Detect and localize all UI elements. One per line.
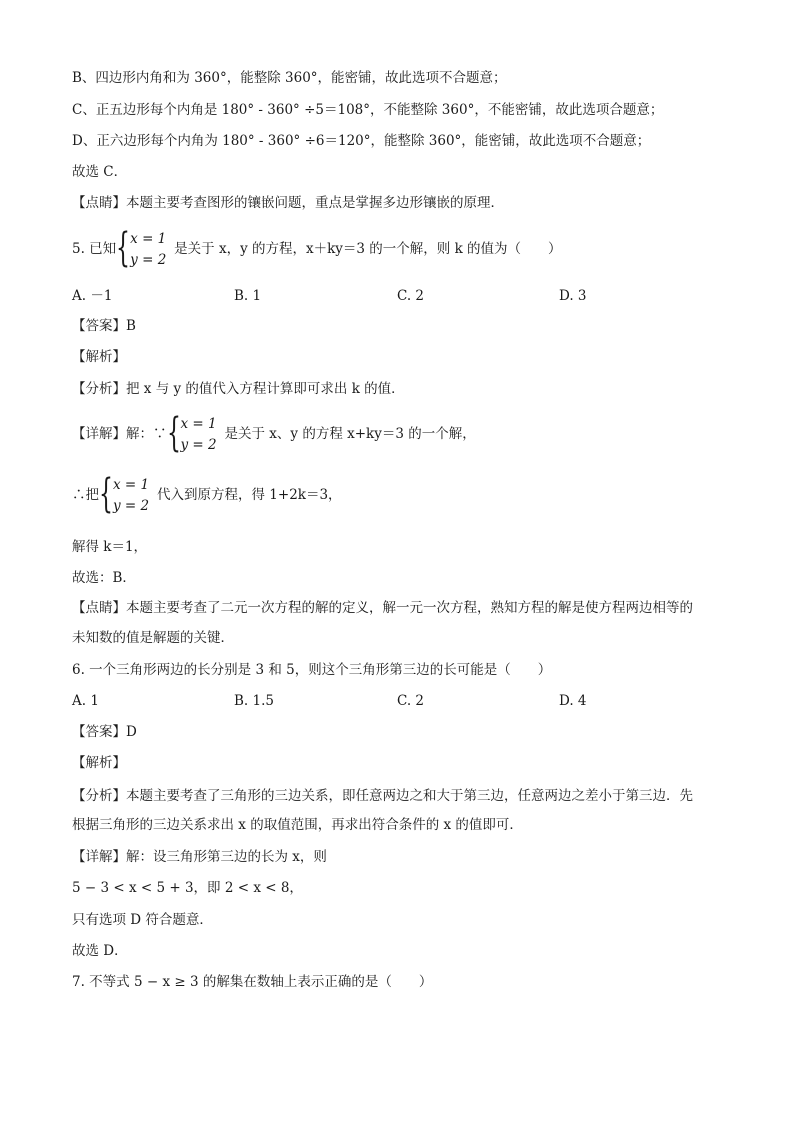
solution-line-b: B、四边形内角和为 360°，能整除 360°，能密铺，故此选项不合题意； xyxy=(72,70,507,86)
q5-detail-prefix: 【详解】解：∵ xyxy=(72,426,167,442)
system-row-2: y = 2 xyxy=(113,497,150,514)
q5-sub-prefix: ∴把 xyxy=(72,487,99,503)
system-row-2: y = 2 xyxy=(180,436,217,453)
q6-detail: 【详解】解：设三角形第三边的长为 x，则 xyxy=(72,849,327,865)
q6-option-a: A. 1 xyxy=(72,693,99,709)
q5-substitute xyxy=(72,470,342,517)
q6-fenxi-1: 【分析】本题主要考查了三角形的三边关系，即任意两边之和大于第三边，任意两边之差小于第三边．先 xyxy=(72,788,693,804)
q5-detail xyxy=(72,409,476,456)
q6-only: 只有选项 D 符合题意． xyxy=(72,912,213,928)
q5-fenxi: 【分析】把 x 与 y 的值代入方程计算即可求出 k 的值． xyxy=(72,381,405,397)
system-row-1: x = 1 xyxy=(113,476,150,493)
solution-line-d: D、正六边形每个内角为 180° - 360° ÷6＝120°，能整除 360°，能密铺，故此选项不合题意； xyxy=(72,133,651,149)
q6-option-c: C. 2 xyxy=(397,693,425,709)
q6-inequality: 5 − 3 < x < 5 + 3，即 2 < x < 8， xyxy=(72,880,303,896)
equation-system xyxy=(116,224,174,271)
q5-sub-suffix: 代入到原方程，得 1+2k＝3， xyxy=(157,487,342,503)
system-row-2: y = 2 xyxy=(130,251,167,268)
system-row-1: x = 1 xyxy=(180,415,217,432)
question-5-stem xyxy=(72,224,562,271)
solution-line-c: C、正五边形每个内角是 180° - 360° ÷5＝108°，不能整除 360°，不能密铺，故此选项合题意； xyxy=(72,102,664,118)
q5-option-c: C. 2 xyxy=(397,288,425,304)
q5-dianjing-2: 未知数的值是解题的关键． xyxy=(72,630,234,646)
q6-option-b: B. 1.5 xyxy=(234,693,274,709)
q5-choose: 故选：B． xyxy=(72,570,136,586)
q5-prefix: 5. 已知 xyxy=(72,241,117,257)
brace-glyph: { xyxy=(166,409,181,456)
q6-answer: 【答案】D xyxy=(72,724,137,740)
q5-option-d: D. 3 xyxy=(559,288,587,304)
q5-option-b: B. 1 xyxy=(234,288,262,304)
q6-analysis-label: 【解析】 xyxy=(72,755,126,771)
choose-line: 故选 C． xyxy=(72,164,128,180)
q6-choose: 故选 D． xyxy=(72,943,128,959)
dianjing-line: 【点睛】本题主要考查图形的镶嵌问题，重点是掌握多边形镶嵌的原理． xyxy=(72,195,504,211)
q5-analysis-label: 【解析】 xyxy=(72,349,126,365)
q6-option-d: D. 4 xyxy=(559,693,587,709)
q6-fenxi-2: 根据三角形的三边关系求出 x 的取值范围，再求出符合条件的 x 的值即可． xyxy=(72,817,523,833)
q5-answer: 【答案】B xyxy=(72,318,136,334)
q5-suffix: 是关于 x，y 的方程，x＋ky＝3 的一个解，则 k 的值为（ ） xyxy=(174,241,562,257)
q5-dianjing-1: 【点睛】本题主要考查了二元一次方程的解的定义，解一元一次方程，熟知方程的解是使方程两边相等的 xyxy=(72,600,693,616)
equation-system xyxy=(99,470,157,517)
q5-option-a: A. －1 xyxy=(72,288,113,304)
question-6-stem: 6. 一个三角形两边的长分别是 3 和 5，则这个三角形第三边的长可能是（ ） xyxy=(72,662,552,678)
equation-system xyxy=(166,409,225,456)
question-7-stem: 7. 不等式 5 − x ≥ 3 的解集在数轴上表示正确的是（ ） xyxy=(72,974,433,990)
system-row-1: x = 1 xyxy=(130,230,167,247)
q5-detail-suffix: 是关于 x、y 的方程 x+ky＝3 的一个解， xyxy=(224,426,476,442)
brace-glyph: { xyxy=(116,224,131,271)
brace-glyph: { xyxy=(99,470,113,517)
q5-solve: 解得 k＝1， xyxy=(72,539,148,555)
